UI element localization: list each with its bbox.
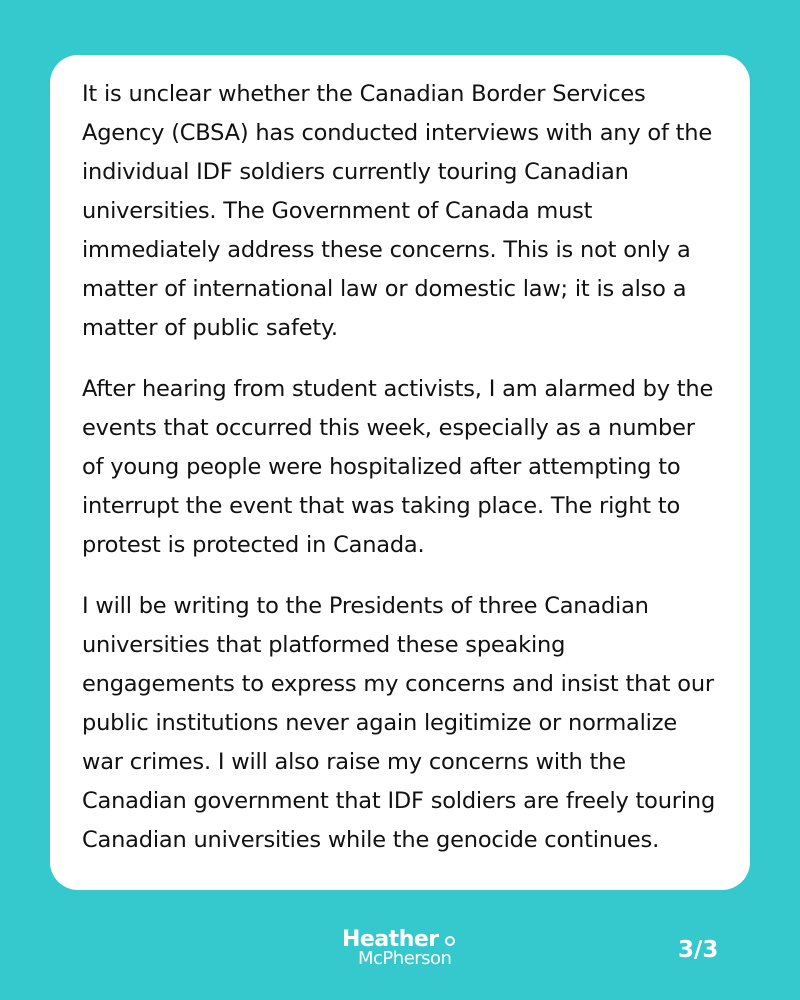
page-indicator: 3/3 [678,937,719,963]
logo-first-name: Heather [342,927,439,952]
statement-card [50,55,750,890]
logo-last-name: McPherson [358,948,452,969]
heather-mcpherson-logo [342,928,472,974]
logo-dot-icon [445,936,455,946]
paragraph-3: I will be writing to the Presidents of three Canadian universities that platformed these speaking engagements to express my concerns and insist that our public institutions never again legitimize or normalize war crimes. I will also raise my concerns with the Canadian government that IDF soldiers are freely touring Canadian universities while the genocide continues. [82,593,716,853]
paragraph-1: It is unclear whether the Canadian Border Services Agency (CBSA) has conducted interviews with any of the individual IDF soldiers currently touring Canadian universities. The Government of Canada must immediately address these concerns. This is not only a matter of international law or domestic law; it is also a matter of public safety. [82,81,712,341]
paragraph-2: After hearing from student activists, I am alarmed by the events that occurred this week, especially as a number of young people were hospitalized after attempting to interrupt the event that was taking place. The right to protest is protected in Canada. [82,376,714,558]
